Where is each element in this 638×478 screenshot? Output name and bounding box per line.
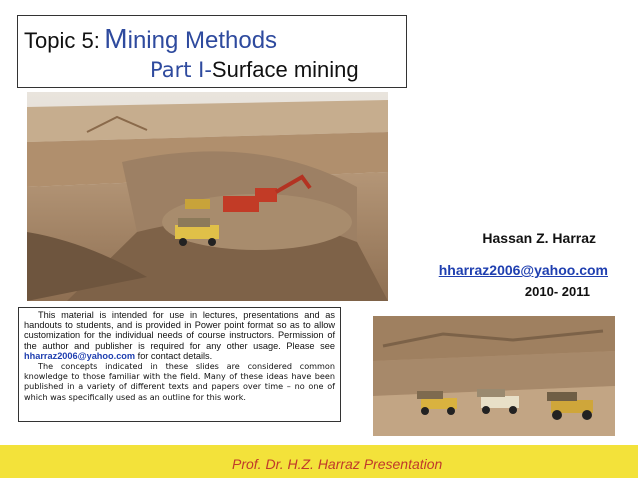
haul-trucks-photo [373, 316, 615, 436]
author-name: Hassan Z. Harraz [482, 230, 596, 246]
title-line-1 [24, 23, 277, 55]
notice-email-link[interactable]: hharraz2006@yahoo.com [24, 350, 136, 361]
part-label: Part I- [150, 58, 212, 82]
title-line-2 [150, 57, 359, 83]
open-pit-mine-photo [27, 92, 388, 301]
footer-text: Prof. Dr. H.Z. Harraz Presentation [232, 456, 443, 472]
topic-label: Topic 5: [24, 28, 100, 53]
author-email-link[interactable]: hharraz2006@yahoo.com [438, 262, 608, 278]
subtitle: Surface mining [211, 57, 359, 82]
notice-paragraph-2: The concepts indicated in these slides are considered common knowledge to those familiar with the field. Many of these ideas have been published in a variety of different texts and papers over time – no one of which was specifically used as an outline for this work. [24, 361, 335, 402]
title-box [17, 15, 407, 88]
footer-bar [0, 445, 638, 478]
title-first-letter: M [104, 23, 128, 54]
copyright-notice [18, 307, 341, 422]
academic-year: 2010- 2011 [524, 284, 590, 299]
notice-paragraph-1: This material is intended for use in lectures, presentations and as handouts to students, and is provided in Power point format so as to allow customization for the individual needs of course instructors. Permission of the author and publisher is required for any other usage. Please see hharraz2006@yahoo.com for contact details. [24, 310, 335, 361]
title-rest: ining Methods [127, 27, 278, 54]
